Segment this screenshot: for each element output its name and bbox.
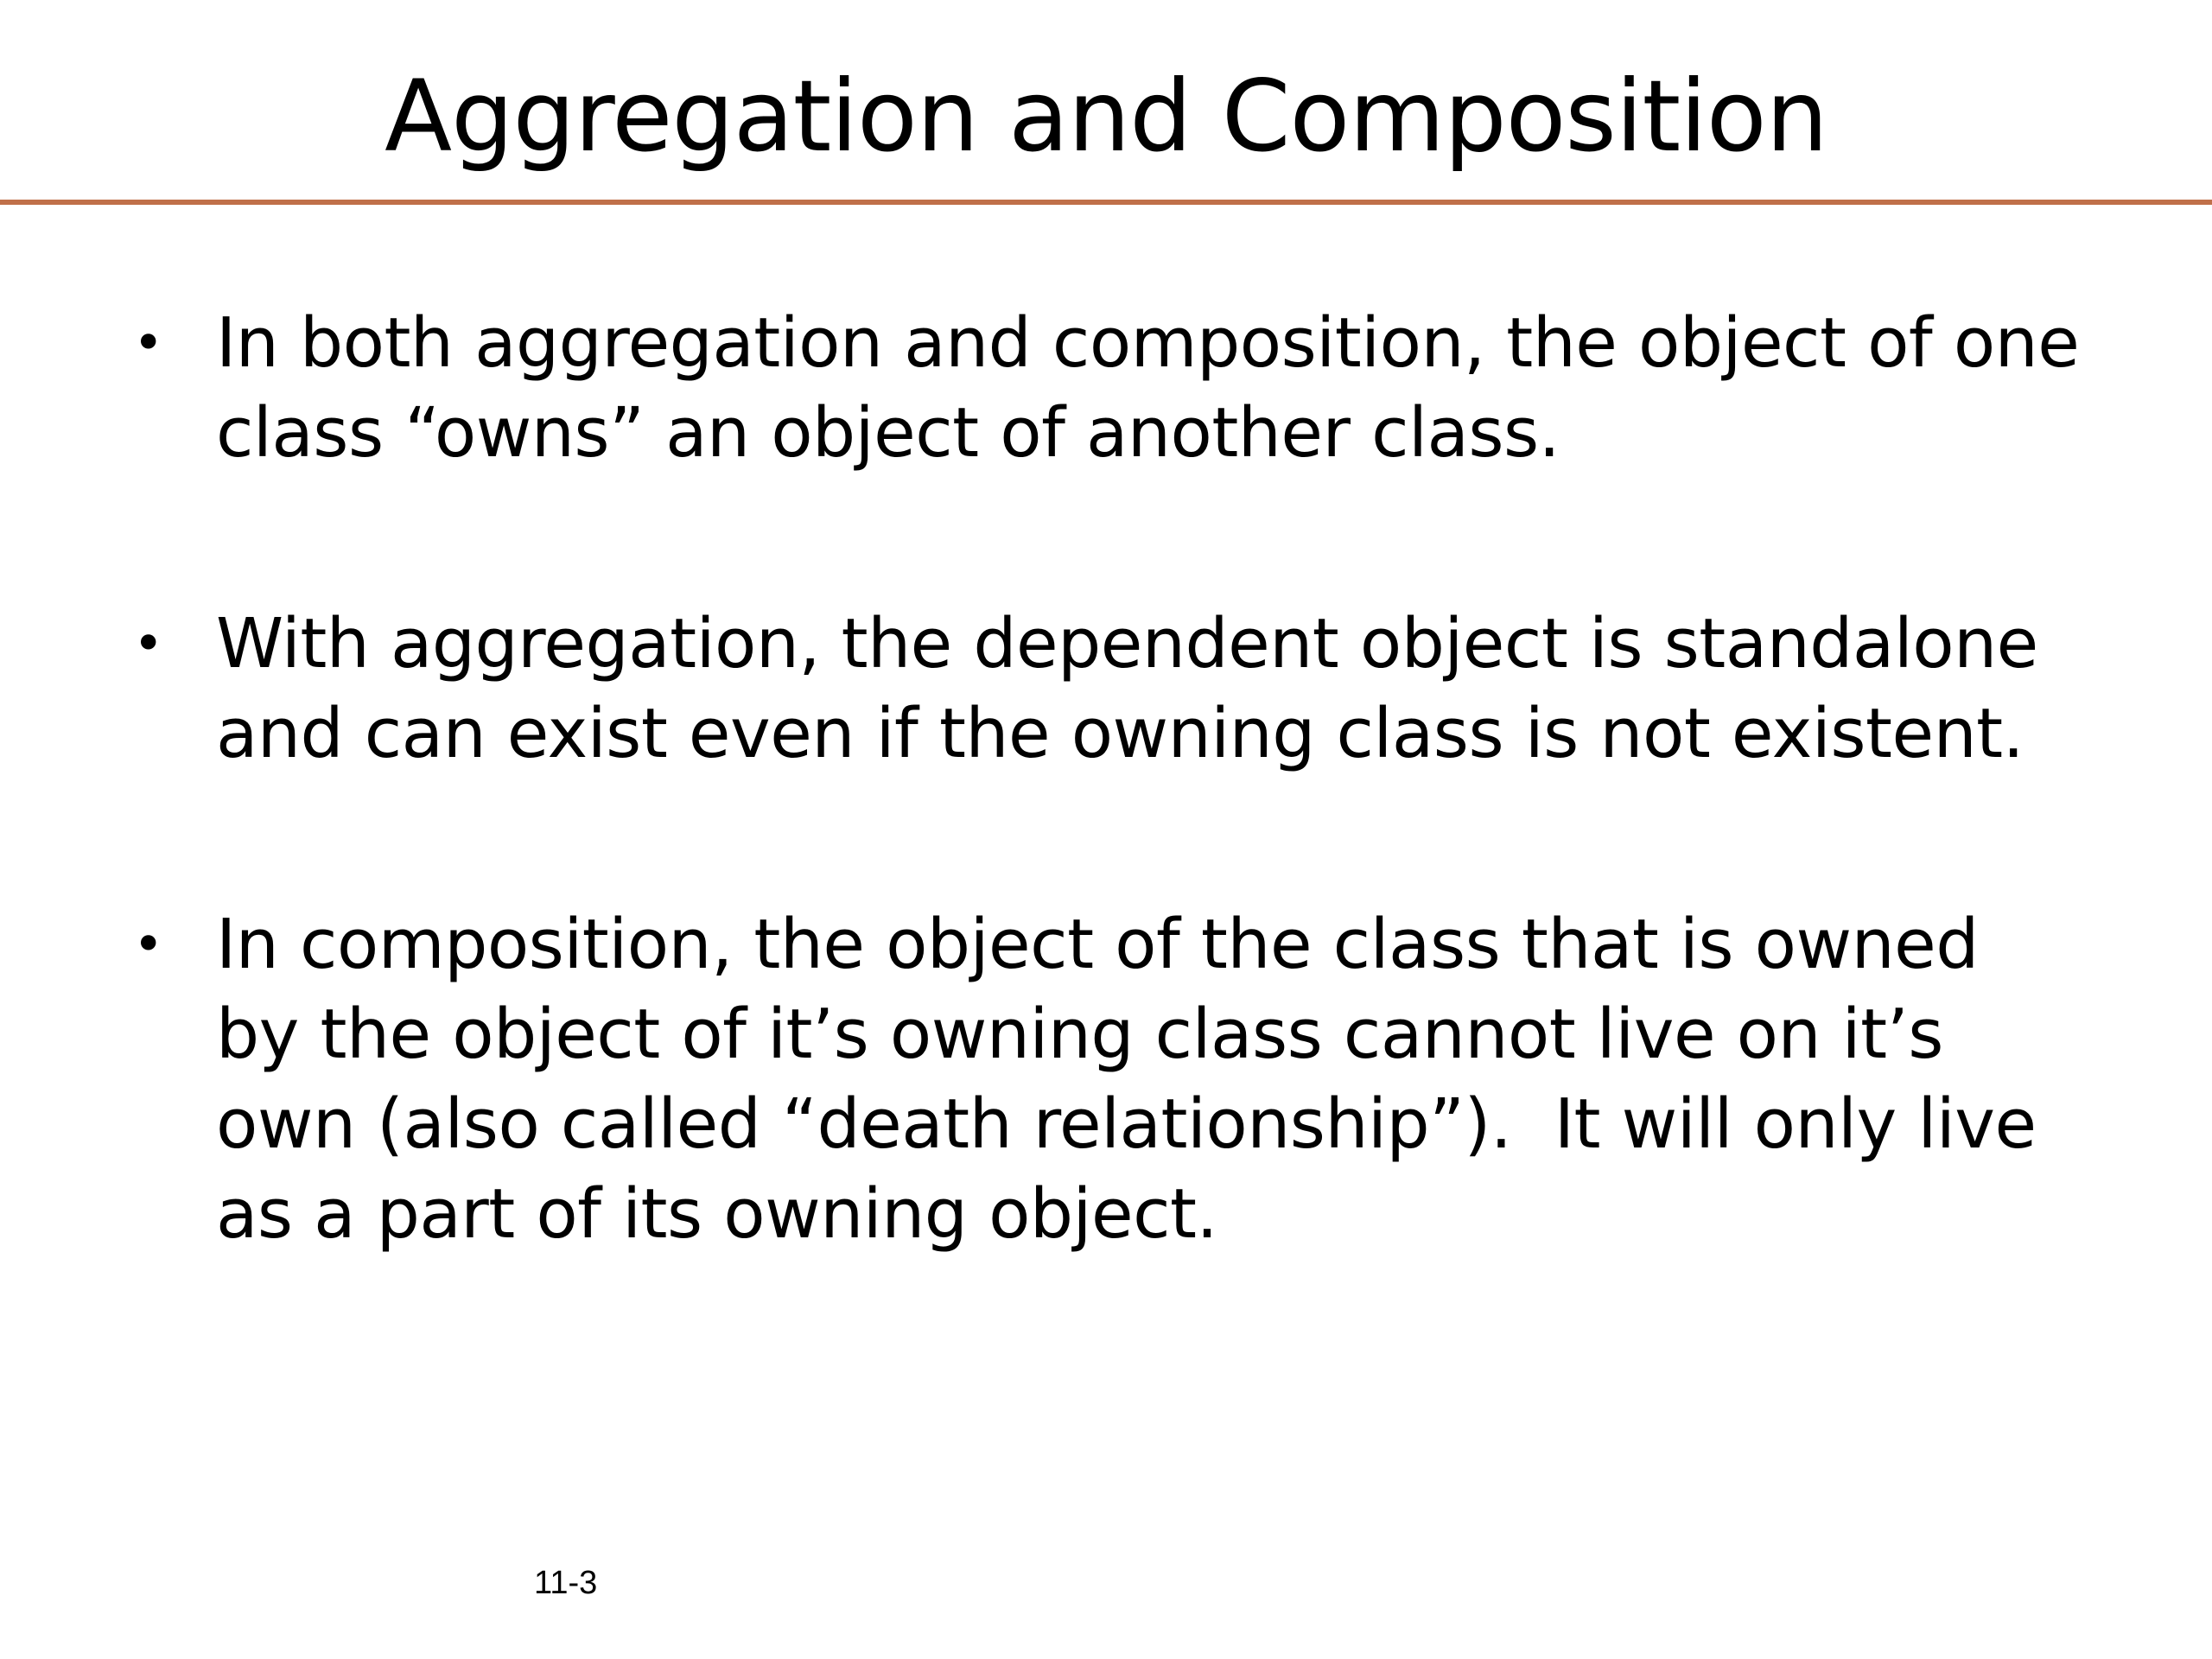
bullet-text: With aggregation, the dependent object is standalone and can exist even if the owning class is not existent. bbox=[216, 604, 2038, 773]
bullet-list bbox=[130, 298, 2082, 1380]
bullet-icon: • bbox=[133, 313, 163, 373]
bullet-icon: • bbox=[133, 914, 163, 975]
slide-title: Aggregation and Composition bbox=[385, 59, 1827, 174]
bullet-text: In both aggregation and composition, the object of one class “owns” an object of another class. bbox=[216, 303, 2080, 473]
bullet-icon: • bbox=[133, 613, 163, 674]
bullet-text: In composition, the object of the class that is owned by the object of it’s owning class cannot live on it’s own (also called “death relationship”). It will only live as a part of its owning object. bbox=[216, 905, 2058, 1254]
bullet-item-aggregation-composition bbox=[130, 298, 2082, 478]
slide-number: 11-3 bbox=[534, 1565, 598, 1601]
title-divider bbox=[0, 200, 2212, 205]
bullet-item-composition bbox=[130, 899, 2082, 1259]
bullet-item-aggregation bbox=[130, 599, 2082, 779]
